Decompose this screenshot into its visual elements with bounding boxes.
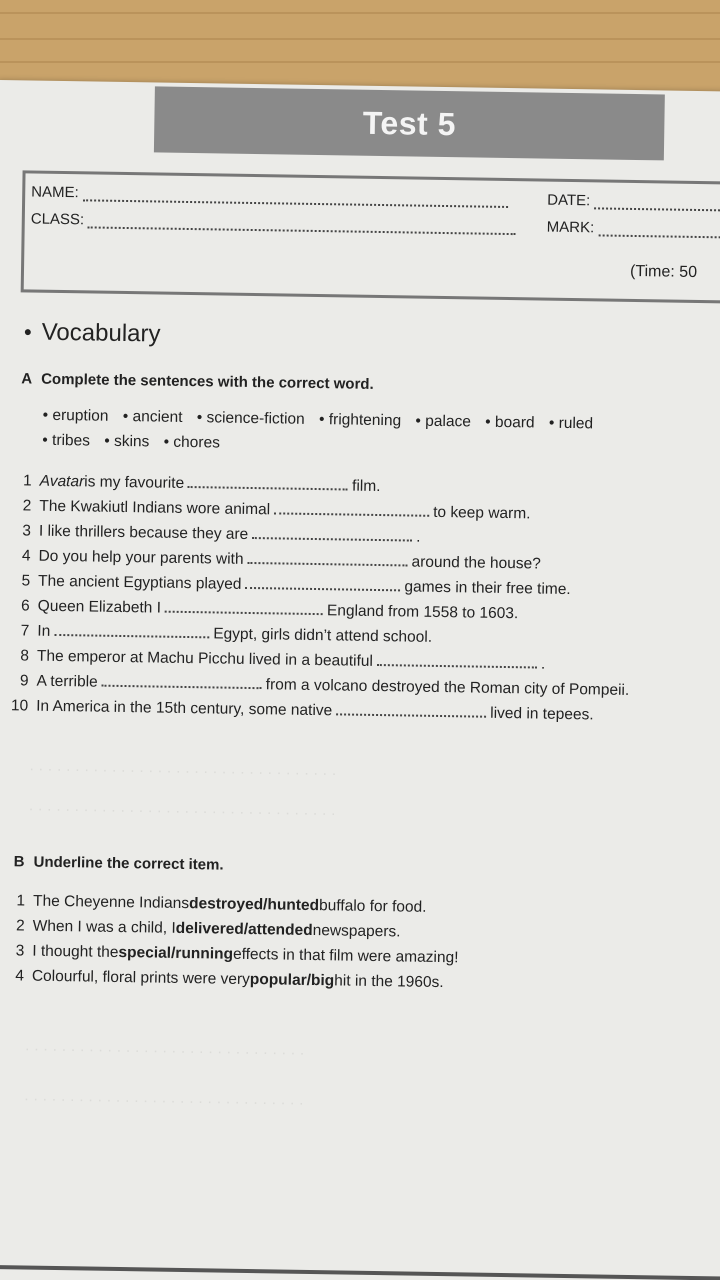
- class-label: CLASS:: [30, 210, 85, 229]
- question-b-2: 2 When I was a child, I delivered/attended newspapers.: [15, 917, 401, 941]
- bleed-through-text: · · · · · · · · · · · · · · · · · · · · · · · · · · · · · · ·: [24, 1040, 305, 1062]
- choice-options[interactable]: special/running: [118, 943, 234, 963]
- question-a-10: 10 In America in the 15th century, some native lived in tepees.: [10, 697, 594, 724]
- date-label: DATE:: [547, 191, 591, 210]
- wood-grain: [0, 38, 720, 40]
- word-ruled: • ruled: [548, 414, 594, 433]
- section-heading: [24, 318, 161, 348]
- exercise-b-heading: [14, 853, 224, 873]
- answer-blank[interactable]: [102, 677, 262, 690]
- exercise-a-heading: [21, 370, 374, 393]
- student-info-box: [21, 170, 720, 304]
- question-a-8: 8 The emperor at Machu Picchu lived in a beautiful .: [20, 647, 546, 673]
- question-a-9: 9 A terrible from a volcano destroyed the Roman city of Pompeii.: [19, 672, 630, 699]
- test-page: [0, 80, 720, 1280]
- choice-options[interactable]: delivered/attended: [175, 919, 313, 940]
- bleed-through-text: · · · · · · · · · · · · · · · · · · · · · · · · · · · · · · · · · ·: [29, 760, 337, 783]
- question-b-1: 1 The Cheyenne Indians destroyed/hunted buffalo for food.: [16, 892, 427, 916]
- question-a-2: 2 The Kwakiutl Indians wore animal to keep warm.: [22, 497, 531, 523]
- page-bottom-rule: [0, 1265, 720, 1280]
- mark-field[interactable]: [598, 224, 720, 238]
- exercise-a-letter: A: [21, 370, 33, 388]
- bleed-through-text: · · · · · · · · · · · · · · · · · · · · · · · · · · · · · · · · · ·: [28, 800, 337, 823]
- time-limit: (Time: 50: [629, 262, 698, 281]
- answer-blank[interactable]: [245, 579, 400, 591]
- word-tribes: • tribes: [42, 431, 91, 450]
- answer-blank[interactable]: [377, 656, 537, 669]
- word-science-fiction: • science-fiction: [196, 409, 305, 428]
- word-board: • board: [485, 413, 535, 432]
- question-a-4: 4 Do you help your parents with around the house?: [21, 547, 541, 573]
- question-b-4: 4 Colourful, floral prints were very popular/big hit in the 1960s.: [15, 967, 444, 992]
- name-row: [31, 184, 508, 208]
- question-a-6: 6 Queen Elizabeth I England from 1558 to 1603.: [20, 597, 519, 623]
- date-row: [547, 192, 720, 212]
- class-row: [31, 211, 517, 236]
- word-box-line-1: [43, 407, 604, 434]
- question-a-3: 3 I like thrillers because they are .: [22, 522, 421, 546]
- word-ancient: • ancient: [122, 407, 183, 426]
- answer-blank[interactable]: [336, 705, 486, 717]
- answer-blank[interactable]: [247, 554, 407, 567]
- choice-options[interactable]: popular/big: [249, 971, 335, 990]
- bleed-through-text: · · · · · · · · · · · · · · · · · · · · · · · · · · · · · · ·: [23, 1090, 304, 1112]
- page-title: Test 5: [362, 104, 457, 142]
- answer-blank[interactable]: [252, 529, 412, 542]
- question-a-7: 7 In Egypt, girls didn’t attend school.: [20, 622, 433, 646]
- answer-blank[interactable]: [54, 626, 209, 638]
- question-a-5: 5 The ancient Egyptians played games in their free time.: [21, 572, 571, 599]
- word-eruption: • eruption: [42, 406, 109, 425]
- exercise-b-instruction: Underline the correct item.: [33, 853, 224, 874]
- exercise-a-instruction: Complete the sentences with the correct word.: [41, 370, 374, 393]
- name-label: NAME:: [31, 183, 79, 202]
- title-banner: [154, 86, 665, 160]
- word-box-line-2: [42, 432, 230, 453]
- word-palace: • palace: [415, 412, 472, 431]
- wood-grain: [0, 12, 720, 14]
- question-b-3: 3 I thought the special/running effects in that film were amazing!: [15, 942, 459, 967]
- word-chores: • chores: [163, 433, 221, 452]
- answer-blank[interactable]: [165, 603, 323, 615]
- class-field[interactable]: [88, 216, 516, 235]
- section-bullet: •: [23, 319, 32, 345]
- mark-row: [547, 219, 720, 239]
- exercise-b-letter: B: [13, 853, 25, 871]
- wood-grain: [0, 61, 720, 63]
- answer-blank[interactable]: [188, 478, 348, 491]
- name-field[interactable]: [83, 189, 508, 208]
- date-field[interactable]: [594, 197, 720, 211]
- word-skins: • skins: [104, 432, 150, 451]
- answer-blank[interactable]: [274, 504, 429, 516]
- section-title: Vocabulary: [41, 318, 161, 348]
- question-a-1: 1 Avatar is my favourite film.: [22, 472, 381, 496]
- mark-label: MARK:: [546, 218, 595, 237]
- word-frightening: • frightening: [318, 411, 402, 430]
- choice-options[interactable]: destroyed/hunted: [188, 895, 320, 915]
